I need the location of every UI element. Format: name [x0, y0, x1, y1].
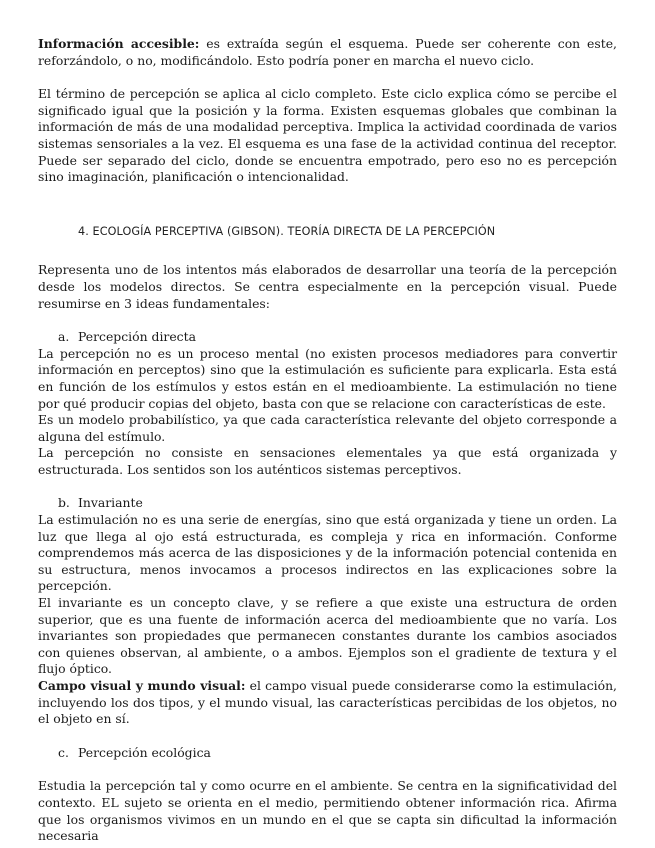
- paragraph-termino-percepcion: El término de percepción se aplica al ciclo completo. Este ciclo explica cómo se percibe el significado igual que la posición y la forma. Existen esquemas globales que combinan la información de más de una modalidad perceptiva. Implica la actividad coordinada de varios sistemas sensoriales a la vez. El esquema es una fase de la actividad continua del receptor. Puede ser separado del ciclo, donde se encuentra empotrado, pero eso no es percepción sino imaginación, planificación o intencionalidad.: [38, 86, 617, 185]
- paragraph-b1: La estimulación no es una serie de energías, sino que está organizada y tiene un orden. La luz que llega al ojo está estructurada, es compleja y rica en información. Conforme comprendemos más acerca de las disposiciones y de la información potencial contenida en su estructura, menos invocamos a procesos indirectos en las explicaciones sobre la percepción.: [38, 512, 617, 594]
- paragraph-intro: Representa uno de los intentos más elaborados de desarrollar una teoría de la percepción desde los modelos directos. Se centra especialmente en la percepción visual. Puede resumirse en 3 ideas fundamentales:: [38, 262, 617, 311]
- subheading-percepcion-ecologica: [38, 745, 617, 762]
- subheading-title: Percepción directa: [78, 329, 196, 345]
- term-informacion-accesible: Información accesible:: [38, 36, 200, 51]
- subheading-title: Invariante: [78, 495, 143, 511]
- paragraph-c1: Estudia la percepción tal y como ocurre en el ambiente. Se centra en la significatividad del contexto. EL sujeto se orienta en el medio, permitiendo obtener información rica. Afirma que los organismos vivimos en un mundo en el que se capta sin dificultad la información necesaria: [38, 778, 617, 844]
- subheading-percepcion-directa: [38, 329, 617, 346]
- paragraph-a2: Es un modelo probabilístico, ya que cada característica relevante del objeto corresponde a alguna del estímulo.: [38, 412, 617, 444]
- paragraph-campo-visual: [38, 678, 617, 728]
- paragraph-a1: La percepción no es un proceso mental (no existen procesos mediadores para convertir información en perceptos) sino que la estimulación es suficiente para explicarla. Esta está en función de los estímulos y estos están en el medioambiente. La estimulación no tiene por qué producir copias del objeto, basta con que se relacione con características de este.: [38, 345, 617, 411]
- term-campo-visual: Campo visual y mundo visual:: [38, 678, 246, 693]
- paragraph-text: es extraída según el esquema. Puede ser coherente con este, reforzándolo, o no, modificándolo. Esto podría poner en marcha el nuevo ciclo.: [38, 36, 617, 68]
- list-marker: c.: [58, 744, 69, 760]
- list-marker: b.: [58, 495, 70, 511]
- list-marker: a.: [58, 329, 70, 345]
- section-heading: 4. ECOLOGÍA PERCEPTIVA (GIBSON). TEORÍA DIRECTA DE LA PERCEPCIÓN: [78, 224, 496, 238]
- paragraph-b2: El invariante es un concepto clave, y se refiere a que existe una estructura de orden superior, que es una fuente de información acerca del medioambiente que no varía. Los invariantes son propiedades que permanecen constantes durante los cambios asociados con quienes observan, al ambiente, o a ambos. Ejemplos son el gradiente de textura y el flujo óptico.: [38, 595, 617, 677]
- subheading-invariante: [38, 495, 617, 512]
- paragraph-informacion-accesible: [38, 36, 617, 69]
- paragraph-text: el campo visual puede considerarse como la estimulación, incluyendo los dos tipos, y el mundo visual, las características percibidas de los objetos, no el objeto en sí.: [38, 678, 617, 727]
- subheading-title: Percepción ecológica: [78, 744, 211, 760]
- paragraph-a3: La percepción no consiste en sensaciones elementales ya que está organizada y estructurada. Los sentidos son los auténticos sistemas perceptivos.: [38, 445, 617, 477]
